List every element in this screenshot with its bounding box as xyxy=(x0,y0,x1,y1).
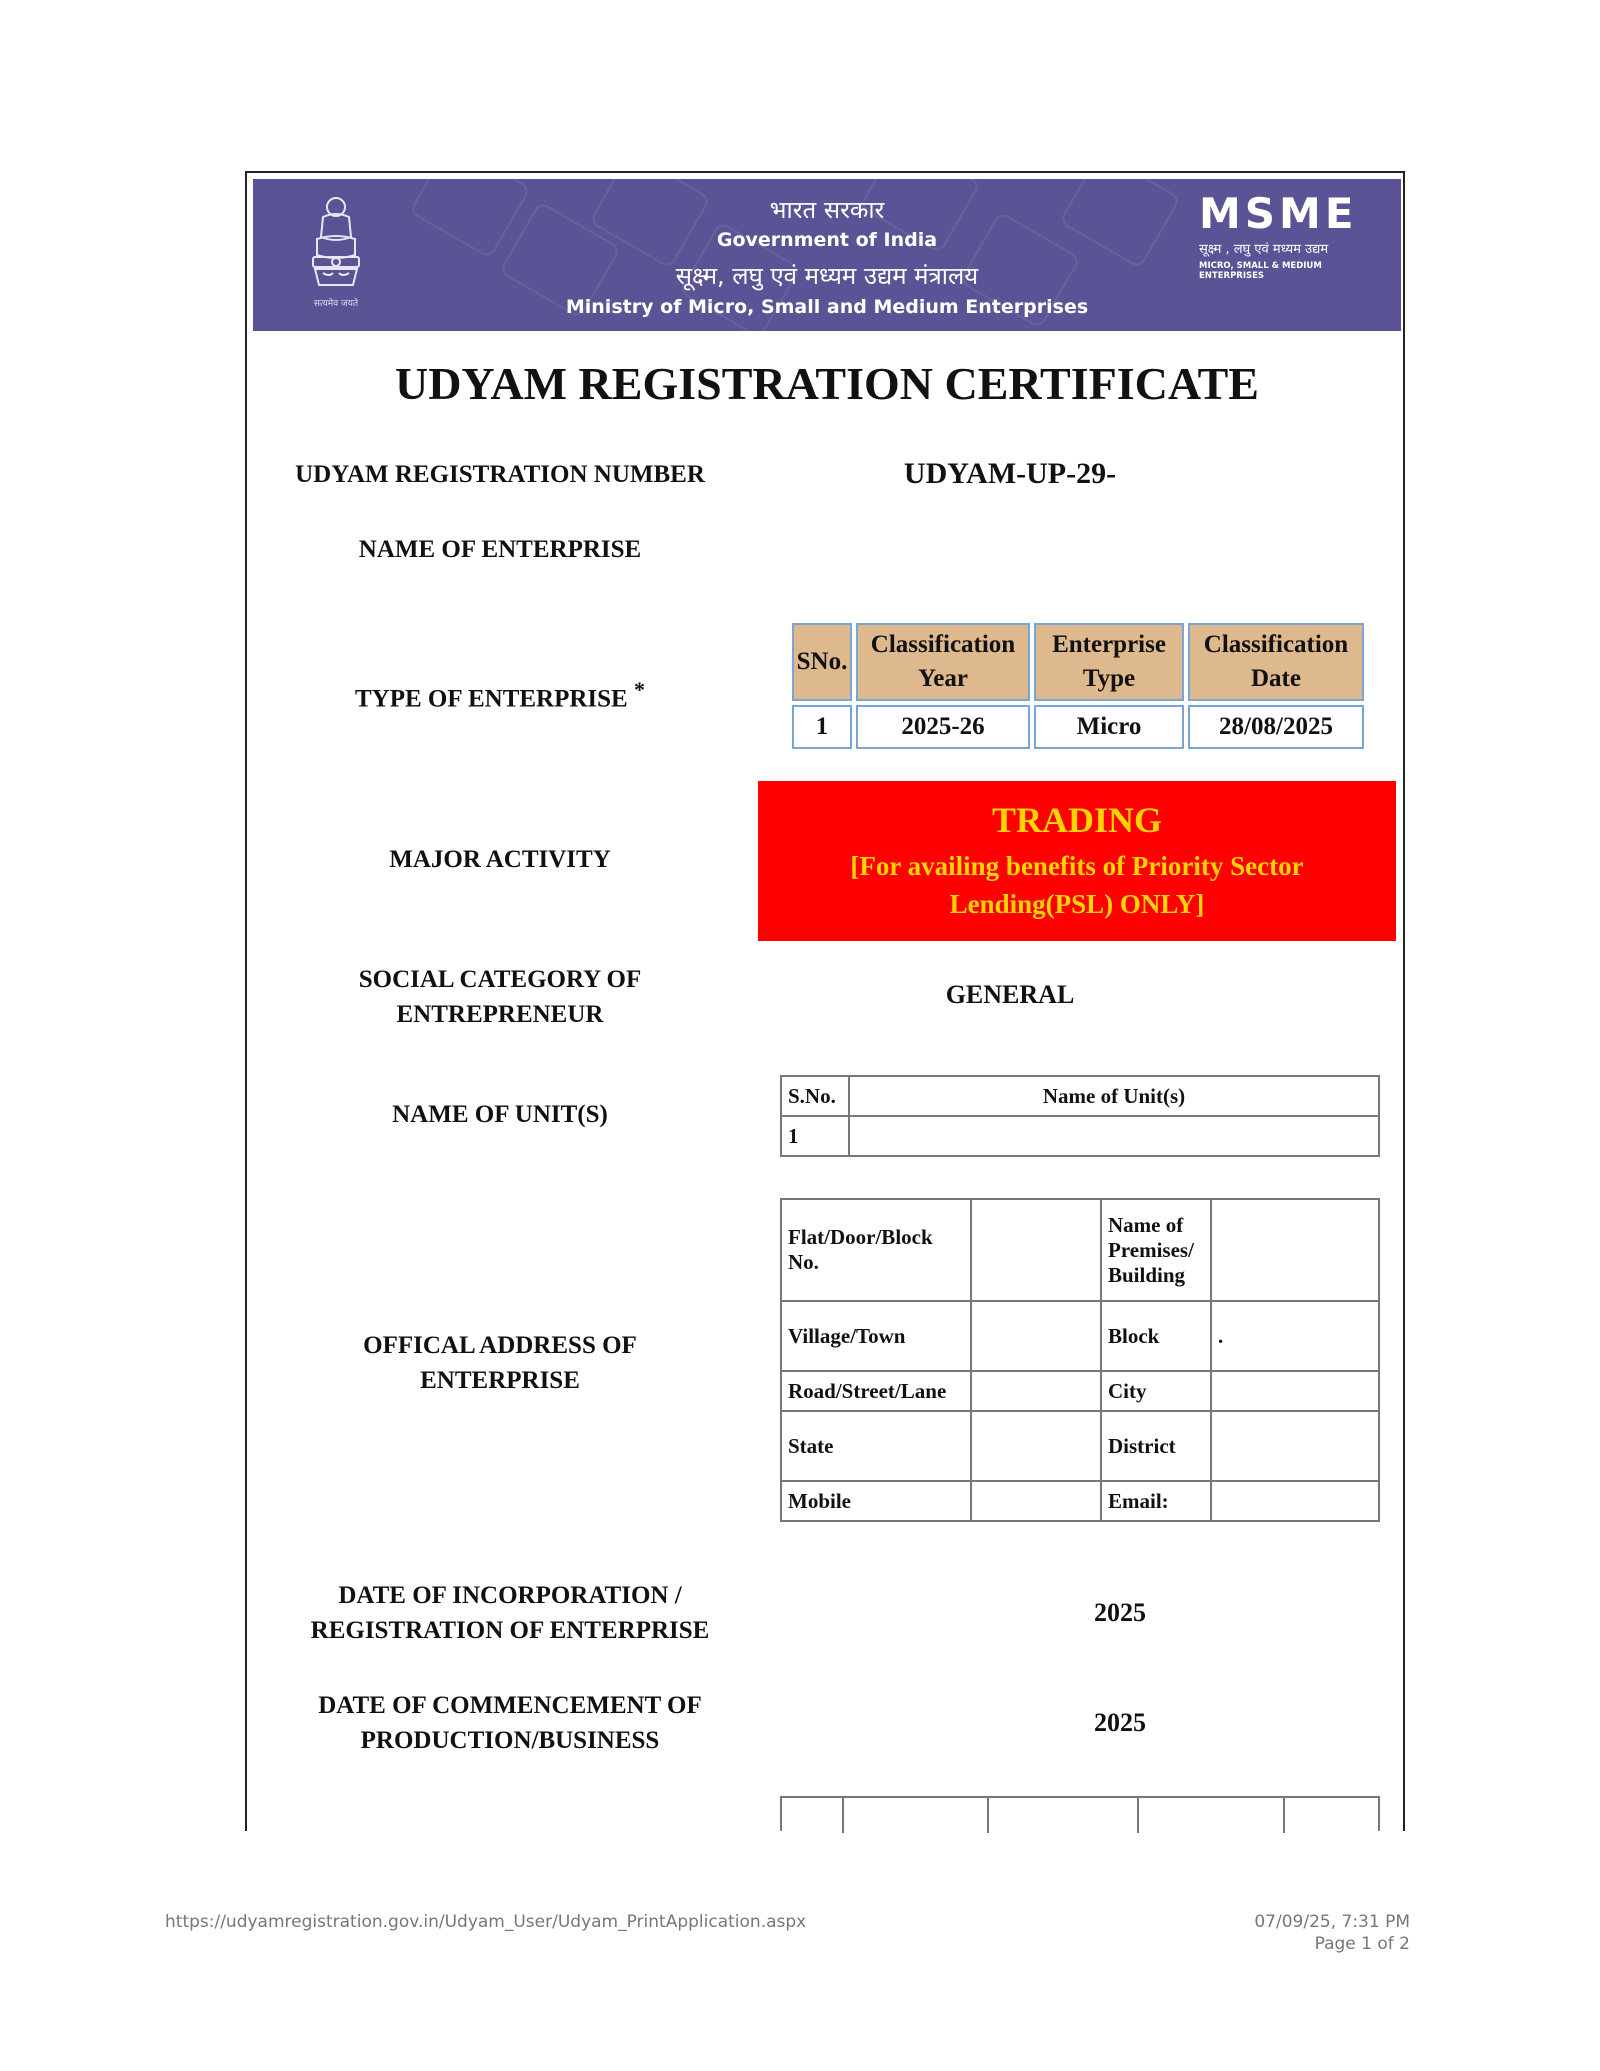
units-cell xyxy=(849,1116,1379,1156)
major-activity-box xyxy=(758,781,1396,941)
classification-cell: 1 xyxy=(792,705,852,749)
classification-header-row xyxy=(792,623,1364,701)
address-field-value: . xyxy=(1211,1301,1379,1371)
msme-logo-english: MICRO, SMALL & MEDIUM ENTERPRISES xyxy=(1199,261,1322,281)
address-field-value xyxy=(1211,1199,1379,1301)
commencement-date-value: 2025 xyxy=(1094,1708,1146,1737)
address-row xyxy=(781,1371,1379,1411)
major-activity-value: TRADING xyxy=(991,800,1162,840)
units-table xyxy=(780,1075,1380,1157)
address-field-label: City xyxy=(1101,1371,1211,1411)
footer-datetime: 07/09/25, 7:31 PM xyxy=(1254,1912,1410,1932)
address-field-label: District xyxy=(1101,1411,1211,1481)
address-table xyxy=(780,1198,1380,1522)
units-header-cell: Name of Unit(s) xyxy=(849,1076,1379,1116)
address-field-label: Mobile xyxy=(781,1481,971,1521)
registration-number-label: UDYAM REGISTRATION NUMBER xyxy=(295,461,705,488)
units-cell: 1 xyxy=(781,1116,849,1156)
official-address-label: OFFICAL ADDRESS OF ENTERPRISE xyxy=(363,1332,637,1394)
msme-logo: MSME xyxy=(1199,189,1358,238)
major-activity-label: MAJOR ACTIVITY xyxy=(389,846,611,873)
type-of-enterprise-label xyxy=(270,672,730,716)
social-category-value: GENERAL xyxy=(945,980,1075,1009)
address-field-value xyxy=(971,1481,1101,1521)
address-row xyxy=(781,1199,1379,1301)
banner-hindi-ministry: सूक्ष्म, लघु एवं मध्यम उद्यम मंत्रालय xyxy=(675,262,979,290)
address-field-value xyxy=(971,1301,1101,1371)
certificate-title: UDYAM REGISTRATION CERTIFICATE xyxy=(394,358,1259,409)
address-row xyxy=(781,1481,1379,1521)
banner-hindi-government: भारत सरकार xyxy=(769,196,885,224)
address-row xyxy=(781,1301,1379,1371)
classification-header-cell: Enterprise Type xyxy=(1034,623,1184,701)
footer-url: https://udyamregistration.gov.in/Udyam_User/Udyam_PrintApplication.aspx xyxy=(165,1912,807,1932)
classification-table xyxy=(788,619,1368,753)
units-label: NAME OF UNIT(S) xyxy=(392,1101,608,1128)
address-row xyxy=(781,1411,1379,1481)
address-field-label: Block xyxy=(1101,1301,1211,1371)
classification-header-cell: Classification Year xyxy=(856,623,1030,701)
required-asterisk: * xyxy=(633,677,645,702)
address-field-value xyxy=(1211,1481,1379,1521)
address-field-value xyxy=(971,1371,1101,1411)
banner-ministry: Ministry of Micro, Small and Medium Enterprises xyxy=(565,296,1089,318)
units-row xyxy=(781,1116,1379,1156)
msme-logo-hindi: सूक्ष्म , लघु एवं मध्यम उद्यम xyxy=(1199,242,1329,257)
address-field-label: Email: xyxy=(1101,1481,1211,1521)
address-field-value xyxy=(1211,1411,1379,1481)
incorporation-date-value: 2025 xyxy=(1094,1598,1146,1627)
units-header-row xyxy=(781,1076,1379,1116)
address-field-label: Village/Town xyxy=(781,1301,971,1371)
classification-header-cell: Classification Date xyxy=(1188,623,1364,701)
incorporation-date-label: DATE OF INCORPORATION / REGISTRATION OF ENTERPRISE xyxy=(310,1582,710,1644)
address-field-label: State xyxy=(781,1411,971,1481)
type-of-enterprise-text: TYPE OF ENTERPRISE xyxy=(355,685,628,713)
emblem-motto: सत्यमेव जयते xyxy=(313,299,359,309)
address-field-value xyxy=(1211,1371,1379,1411)
ministry-banner xyxy=(253,179,1401,331)
registration-number-value: UDYAM-UP-29- xyxy=(903,457,1117,490)
address-field-value xyxy=(971,1411,1101,1481)
classification-row xyxy=(792,705,1364,749)
commencement-date-label: DATE OF COMMENCEMENT OF PRODUCTION/BUSINESS xyxy=(318,1692,702,1754)
address-field-label: Flat/Door/Block No. xyxy=(781,1199,971,1301)
enterprise-name-label: NAME OF ENTERPRISE xyxy=(358,536,642,563)
next-table-fragment xyxy=(780,1796,1380,1831)
classification-cell: Micro xyxy=(1034,705,1184,749)
classification-cell: 2025-26 xyxy=(856,705,1030,749)
classification-header-cell: SNo. xyxy=(792,623,852,701)
classification-cell: 28/08/2025 xyxy=(1188,705,1364,749)
address-field-label: Name of Premises/ Building xyxy=(1101,1199,1211,1301)
address-field-value xyxy=(971,1199,1101,1301)
major-activity-note: [For availing benefits of Priority Sector Lending(PSL) ONLY] xyxy=(850,851,1304,919)
social-category-label: SOCIAL CATEGORY OF ENTREPRENEUR xyxy=(358,966,642,1028)
footer-page-number: Page 1 of 2 xyxy=(1314,1934,1410,1954)
banner-government: Government of India xyxy=(716,229,938,251)
units-header-cell: S.No. xyxy=(781,1076,849,1116)
address-field-label: Road/Street/Lane xyxy=(781,1371,971,1411)
